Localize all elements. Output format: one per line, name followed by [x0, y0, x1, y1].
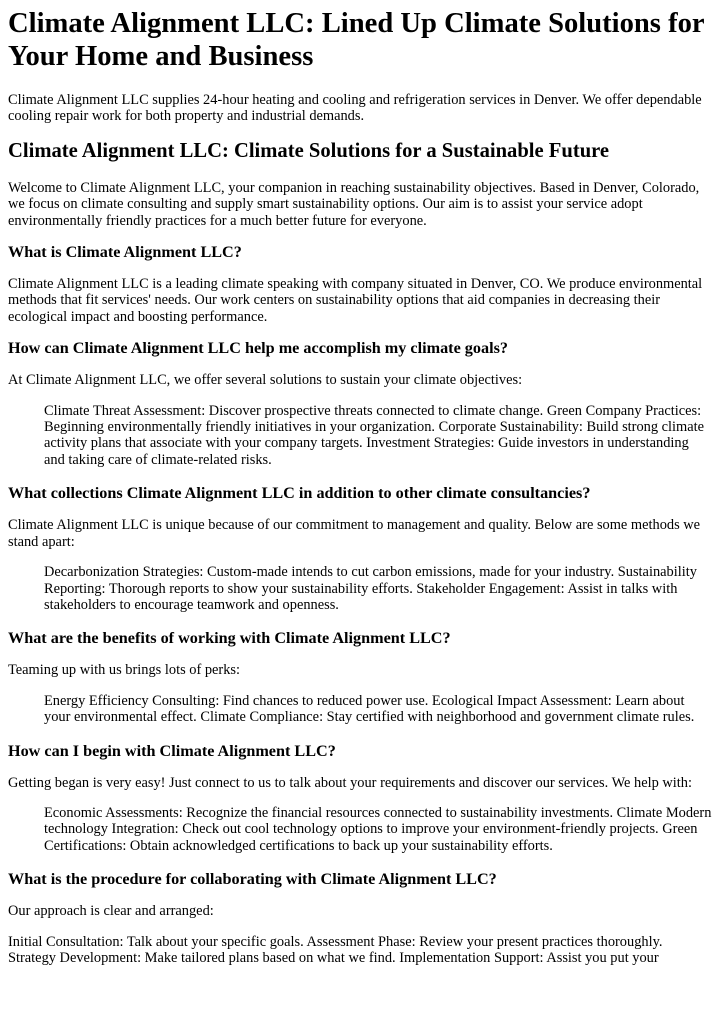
page-title: Climate Alignment LLC: Lined Up Climate Solutions for Your Home and Business	[8, 8, 705, 72]
section-heading: Climate Alignment LLC: Climate Solutions for a Sustainable Future	[8, 139, 610, 162]
faq-question-6: What is the procedure for collaborating with Climate Alignment LLC?	[8, 870, 497, 889]
faq-answer-6: Our approach is clear and arranged:	[8, 903, 214, 920]
faq-quote-2: Climate Threat Assessment: Discover prospective threats connected to climate change. Green Company Practices: Beginning environmentally friendly initiatives in your organization. Corporate Sustainability: Build strong climate activity plans that associate with your company targets. Investment Strategies: Guide investors in understanding and taking care of climate-related risks.	[44, 402, 704, 468]
faq-question-2: How can Climate Alignment LLC help me accomplish my climate goals?	[8, 339, 508, 358]
faq-quote-5: Economic Assessments: Recognize the financial resources connected to sustainability investments. Climate Modern technology Integration: Check out cool technology options to improve your environment-friendly projects. Green Certifications: Obtain acknowledged certifications to back up your sustainability efforts.	[44, 804, 712, 854]
faq-answer-5: Getting began is very easy! Just connect to us to talk about your requirements and discover our services. We help with:	[8, 774, 692, 791]
faq-question-5: How can I begin with Climate Alignment LLC?	[8, 741, 336, 760]
faq-quote-3: Decarbonization Strategies: Custom-made intends to cut carbon emissions, made for your industry. Sustainability Reporting: Thorough reports to show your sustainability efforts. Stakeholder Engagement: Assist in talks with stakeholders to encourage teamwork and openness.	[44, 564, 697, 613]
faq-answer-1: Climate Alignment LLC is a leading climate speaking with company situated in Denver, CO. We produce environmental methods that fit services' needs. Our work centers on sustainability options that aid companies in decreasing their ecological impact and boosting performance.	[8, 276, 703, 325]
intro-paragraph: Climate Alignment LLC supplies 24-hour heating and cooling and refrigeration services in Denver. We offer dependable cooling repair work for both property and industrial demands.	[8, 92, 702, 125]
faq-quote-4: Energy Efficiency Consulting: Find chances to reduced power use. Ecological Impact Assessment: Learn about your environmental effect. Climate Compliance: Stay certified with neighborhood and government climate rules.	[44, 692, 695, 726]
faq-question-3: What collections Climate Alignment LLC in addition to other climate consultancies?	[8, 484, 591, 503]
faq-extra-6: Initial Consultation: Talk about your specific goals. Assessment Phase: Review your present practices thoroughly. Strategy Development: Make tailored plans based on what we find. Implementation Support: Assist you put your	[8, 933, 663, 966]
faq-answer-3: Climate Alignment LLC is unique because of our commitment to management and quality. Below are some methods we stand apart:	[8, 517, 701, 550]
article	[0, 7, 720, 966]
faq-question-1: What is Climate Alignment LLC?	[8, 243, 242, 262]
faq-answer-4: Teaming up with us brings lots of perks:	[8, 662, 241, 679]
faq-answer-2: At Climate Alignment LLC, we offer several solutions to sustain your climate objectives:	[8, 372, 523, 389]
welcome-paragraph: Welcome to Climate Alignment LLC, your companion in reaching sustainability objectives. Based in Denver, Colorado, we focus on climate consulting and supply smart sustainability options. Our aim is to assist your service adopt environmentally friendly practices for a much better future for everyone.	[8, 179, 700, 229]
faq-question-4: What are the benefits of working with Climate Alignment LLC?	[8, 629, 451, 648]
